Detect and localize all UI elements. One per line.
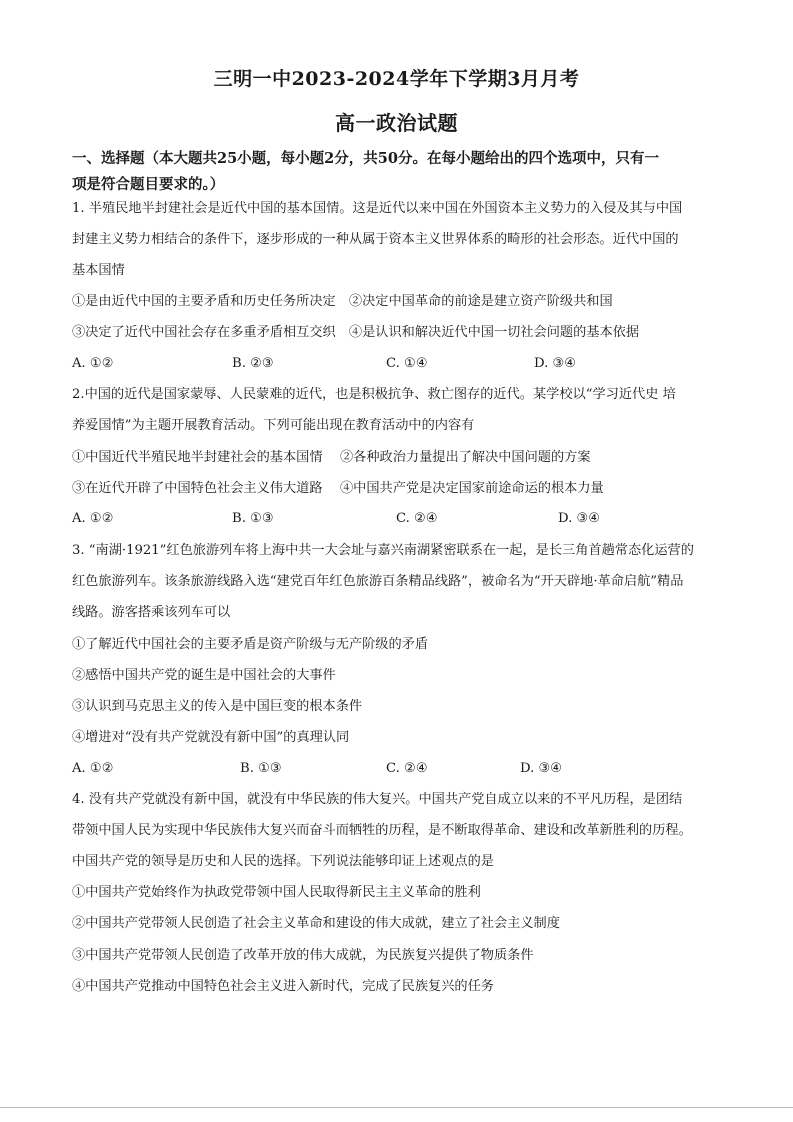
option-b: B. ②③: [232, 356, 274, 371]
question-4-stem-line: 中国共产党的领导是历史和人民的选择。下列说法能够印证上述观点的是: [72, 854, 494, 869]
question-4-stem-line: 带领中国人民为实现中华民族伟大复兴而奋斗而牺牲的历程，是不断取得革命、建设和改革新胜利的历程。: [72, 823, 692, 838]
question-3-statement: ①了解近代中国社会的主要矛盾是资产阶级与无产阶级的矛盾: [72, 637, 429, 652]
question-4-statement: ②中国共产党带领人民创造了社会主义革命和建设的伟大成就，建立了社会主义制度: [72, 916, 560, 931]
question-4-stem-line: 4. 没有共产党就没有新中国，就没有中华民族的伟大复兴。中国共产党自成立以来的不平凡历程，是团结: [72, 792, 683, 807]
question-3-stem-line: 红色旅游列车。该条旅游线路入选“建党百年红色旅游百条精品线路”，被命名为“开天辟地·革命启航”精品: [72, 574, 684, 589]
question-1-stem-line: 封建主义势力相结合的条件下，逐步形成的一种从属于资本主义世界体系的畸形的社会形态。近代中国的: [72, 232, 679, 247]
question-2-options: [72, 509, 732, 529]
option-d: D. ③④: [558, 511, 601, 526]
question-1-options: [72, 354, 732, 374]
option-d: D. ③④: [534, 356, 577, 371]
option-a: A. ①②: [72, 511, 114, 526]
question-4-statement: ④中国共产党推动中国特色社会主义进入新时代，完成了民族复兴的任务: [72, 979, 494, 994]
option-c: C. ①④: [386, 356, 428, 371]
option-a: A. ①②: [72, 761, 114, 776]
option-a: A. ①②: [72, 356, 114, 371]
option-d: D. ③④: [520, 761, 563, 776]
question-2-stem-line: 2.中国的近代是国家蒙辱、人民蒙难的近代，也是积极抗争、救亡图存的近代。某学校以“学习近代史 培: [72, 387, 676, 402]
exam-title: 三明一中2023-2024学年下学期3月月考: [213, 68, 580, 90]
question-1-stem-line: 基本国情: [72, 263, 125, 278]
question-1-stem-line: 1. 半殖民地半封建社会是近代中国的基本国情。这是近代以来中国在外国资本主义势力的入侵及其与中国: [72, 201, 683, 216]
section-heading-line: 项是符合题目要求的。）: [72, 176, 225, 193]
question-3-statement: ③认识到马克思主义的传入是中国巨变的根本条件: [72, 699, 363, 714]
question-3-statement: ④增进对“没有共产党就没有新中国”的真理认同: [72, 730, 350, 745]
question-2-statement: ①中国近代半殖民地半封建社会的基本国情 ②各种政治力量提出了解决中国问题的方案: [72, 450, 591, 465]
question-3-stem-line: 线路。游客搭乘该列车可以: [72, 605, 231, 620]
option-c: C. ②④: [396, 511, 438, 526]
question-3-stem-line: 3. “南湖·1921”红色旅游列车将上海中共一大会址与嘉兴南湖紧密联系在一起，是长三角首趟常态化运营的: [72, 543, 694, 558]
question-2-statement: ③在近代开辟了中国特色社会主义伟大道路 ④中国共产党是决定国家前途命运的根本力量: [72, 481, 604, 496]
question-3-options: [72, 759, 732, 779]
question-1-statement: ③决定了近代中国社会存在多重矛盾相互交织 ④是认识和解决近代中国一切社会问题的基本依据: [72, 325, 640, 340]
option-b: B. ①③: [232, 511, 274, 526]
exam-subtitle: 高一政治试题: [335, 111, 458, 135]
question-4-statement: ①中国共产党始终作为执政党带领中国人民取得新民主主义革命的胜利: [72, 885, 481, 900]
page-bottom-divider: [0, 1107, 793, 1108]
section-heading: [72, 146, 727, 198]
section-heading-line: 一、选择题（本大题共25小题，每小题2分，共50分。在每小题给出的四个选项中，只有一: [72, 150, 659, 167]
question-3-statement: ②感悟中国共产党的诞生是中国社会的大事件: [72, 668, 336, 683]
option-c: C. ②④: [386, 761, 428, 776]
question-4-statement: ③中国共产党带领人民创造了改革开放的伟大成就，为民族复兴提供了物质条件: [72, 948, 534, 963]
option-b: B. ①③: [240, 761, 282, 776]
question-2-stem-line: 养爱国情”为主题开展教育活动。下列可能出现在教育活动中的内容有: [72, 418, 475, 433]
question-1-statement: ①是由近代中国的主要矛盾和历史任务所决定 ②决定中国革命的前途是建立资产阶级共和国: [72, 294, 613, 309]
